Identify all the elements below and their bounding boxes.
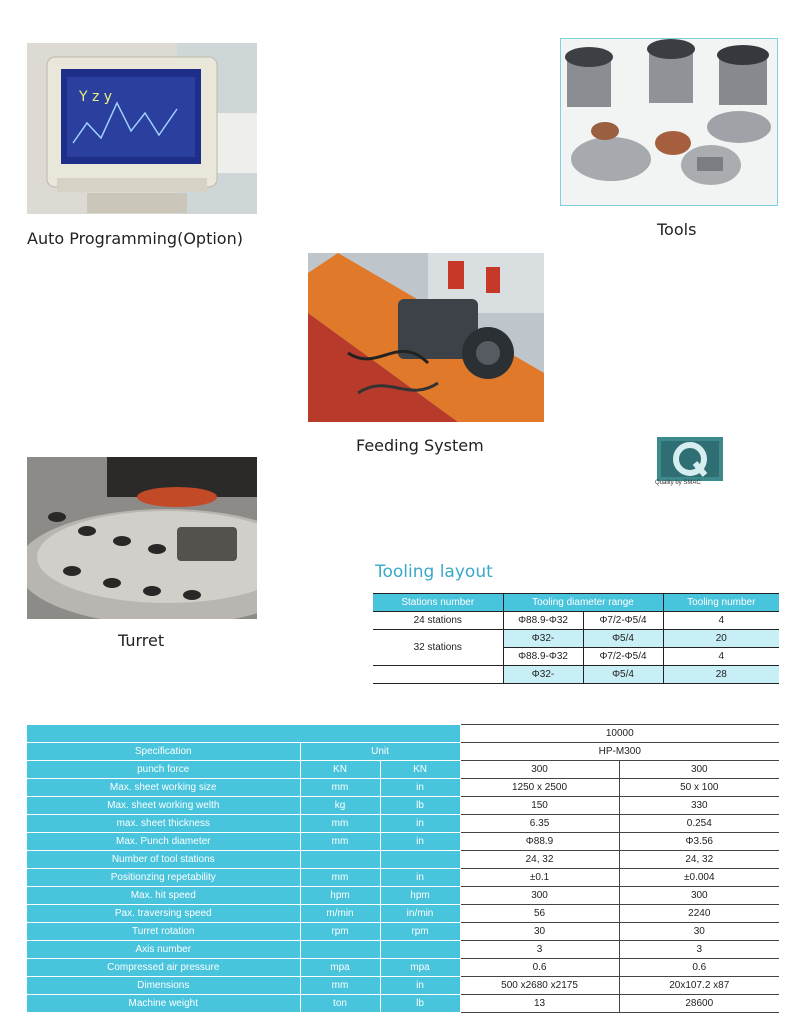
spec-label: Max. sheet working welth [27,797,300,815]
unit-imperial: in [380,833,460,851]
unit-imperial: lb [380,995,460,1013]
value-metric: 3 [460,941,619,959]
value-metric: 6.35 [460,815,619,833]
value-metric: 150 [460,797,619,815]
spec-label: Positionzing repetability [27,869,300,887]
spec-label: Dimensions [27,977,300,995]
spec-label: max. sheet thickness [27,815,300,833]
unit-imperial: in [380,779,460,797]
unit-imperial: mpa [380,959,460,977]
spec-label: Axis number [27,941,300,959]
unit-metric: ton [300,995,380,1013]
value-imperial: 30 [619,923,779,941]
tooling-cell: 20 [663,630,779,648]
feeding-system-caption: Feeding System [356,436,484,455]
unit-imperial: hpm [380,887,460,905]
value-metric: 30 [460,923,619,941]
unit-imperial [380,851,460,869]
tooling-cell: Φ7/2-Φ5/4 [583,648,663,666]
value-metric: 13 [460,995,619,1013]
tooling-cell: Φ7/2-Φ5/4 [583,612,663,630]
tools-photo [560,38,778,206]
spec-label: Max. Punch diameter [27,833,300,851]
value-imperial: 50 x 100 [619,779,779,797]
unit-imperial [380,941,460,959]
header-number: Tooling number [663,594,779,612]
tooling-layout-title: Tooling layout [375,562,493,582]
unit-metric [300,941,380,959]
value-imperial: Φ3.56 [619,833,779,851]
value-imperial: 300 [619,761,779,779]
tooling-cell: 24 stations [373,612,503,630]
unit-metric: KN [300,761,380,779]
tooling-cell: Φ88.9-Φ32 [503,612,583,630]
unit-imperial: in [380,869,460,887]
logo-caption: Quality by SMAC [655,480,701,486]
value-imperial: 3 [619,941,779,959]
spec-label: Machine weight [27,995,300,1013]
tooling-cell: 4 [663,612,779,630]
value-metric: 56 [460,905,619,923]
value-imperial: 0.254 [619,815,779,833]
spec-row [27,869,779,887]
value-metric: 300 [460,887,619,905]
spec-header-unit: Unit [300,743,460,761]
value-metric: 0.6 [460,959,619,977]
tooling-row [373,612,779,630]
tooling-cell: Φ32- [503,666,583,684]
unit-metric: mm [300,779,380,797]
spec-row [27,887,779,905]
value-imperial: 20x107.2 x87 [619,977,779,995]
spec-label: Max. hit speed [27,887,300,905]
spec-row [27,923,779,941]
spec-header-row [27,743,779,761]
value-imperial: 0.6 [619,959,779,977]
spec-row [27,797,779,815]
value-imperial: ±0.004 [619,869,779,887]
spec-row [27,995,779,1013]
spec-header-model: HP-M300 [460,743,779,761]
spec-label: Number of tool stations [27,851,300,869]
spec-row [27,905,779,923]
value-metric: 24, 32 [460,851,619,869]
unit-metric: mm [300,869,380,887]
tooling-cell: 28 [663,666,779,684]
tooling-header-row [373,594,779,612]
tooling-cell: Φ5/4 [583,630,663,648]
spec-label: Pax. traversing speed [27,905,300,923]
unit-metric: mm [300,977,380,995]
tools-caption: Tools [657,220,697,239]
spec-row [27,815,779,833]
unit-imperial: in [380,977,460,995]
unit-metric: m/min [300,905,380,923]
unit-metric: rpm [300,923,380,941]
value-imperial: 28600 [619,995,779,1013]
specification-table [27,724,779,1013]
spec-row [27,977,779,995]
auto-programming-photo [27,43,257,214]
spec-row [27,779,779,797]
spec-row [27,959,779,977]
tooling-table [373,593,779,684]
unit-metric: hpm [300,887,380,905]
value-metric: 500 x2680 x2175 [460,977,619,995]
tooling-cell: 4 [663,648,779,666]
spec-label: Turret rotation [27,923,300,941]
unit-metric: mm [300,815,380,833]
unit-imperial: KN [380,761,460,779]
auto-programming-caption: Auto Programming(Option) [27,229,243,248]
value-metric: 1250 x 2500 [460,779,619,797]
spec-top-blank [27,725,460,743]
header-stations: Stations number [373,594,503,612]
tooling-cell: Φ32- [503,630,583,648]
unit-metric: mm [300,833,380,851]
spec-header-specification: Specification [27,743,300,761]
turret-caption: Turret [118,631,165,650]
spec-label: punch force [27,761,300,779]
value-metric: Φ88.9 [460,833,619,851]
unit-metric: kg [300,797,380,815]
tooling-row [373,666,779,684]
unit-imperial: lb [380,797,460,815]
spec-top-row [27,725,779,743]
value-imperial: 2240 [619,905,779,923]
spec-row [27,833,779,851]
unit-metric [300,851,380,869]
tooling-cell: 32 stations [373,630,503,666]
tooling-cell [373,666,503,684]
value-metric: 300 [460,761,619,779]
svg-text:Y z y: Y z y [79,89,113,105]
value-imperial: 330 [619,797,779,815]
spec-row [27,851,779,869]
tooling-cell: Φ88.9-Φ32 [503,648,583,666]
spec-row [27,941,779,959]
header-range: Tooling diameter range [503,594,663,612]
value-metric: ±0.1 [460,869,619,887]
spec-row [27,761,779,779]
unit-imperial: in [380,815,460,833]
spec-label: Max. sheet working size [27,779,300,797]
unit-metric: mpa [300,959,380,977]
turret-photo [27,457,257,619]
spec-top-value: 10000 [460,725,779,743]
unit-imperial: rpm [380,923,460,941]
feeding-system-photo [308,253,544,422]
tooling-row [373,630,779,648]
unit-imperial: in/min [380,905,460,923]
spec-label: Compressed air pressure [27,959,300,977]
value-imperial: 24, 32 [619,851,779,869]
tooling-cell: Φ5/4 [583,666,663,684]
value-imperial: 300 [619,887,779,905]
